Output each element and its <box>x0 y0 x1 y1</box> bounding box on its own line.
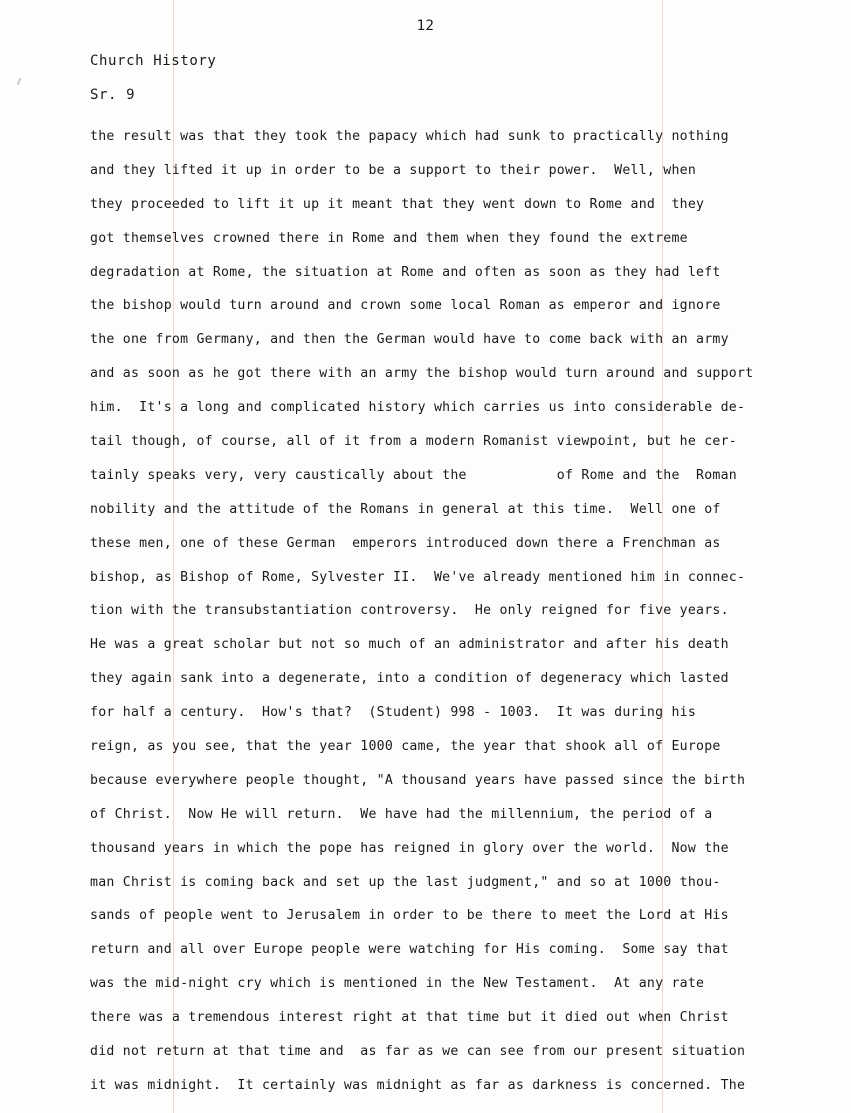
body-line: of Christ. Now He will return. We have had the millennium, the period of a <box>90 806 713 822</box>
body-line: him. It's a long and complicated history which carries us into considerable de- <box>90 400 746 416</box>
body-line: it was midnight. It certainly was midnight as far as darkness is concerned. The <box>90 1077 746 1093</box>
body-line: they proceeded to lift it up it meant that they went down to Rome and they <box>90 196 705 212</box>
body-line: because everywhere people thought, "A thousand years have passed since the birth <box>90 772 746 788</box>
body-line: the one from Germany, and then the German would have to come back with an army <box>90 332 729 348</box>
body-line: sands of people went to Jerusalem in order to be there to meet the Lord at His <box>90 908 729 924</box>
section-label: Sr. 9 <box>90 87 136 103</box>
body-line: was the mid-night cry which is mentioned in the New Testament. At any rate <box>90 976 705 992</box>
stray-pen-mark <box>17 78 21 85</box>
body-line: and as soon as he got there with an army the bishop would turn around and support <box>90 366 754 382</box>
body-line: for half a century. How's that? (Student) 998 - 1003. It was during his <box>90 705 697 721</box>
body-line: return and all over Europe people were watching for His coming. Some say that <box>90 942 729 958</box>
body-line: thousand years in which the pope has reigned in glory over the world. Now the <box>90 840 729 856</box>
body-line: got themselves crowned there in Rome and them when they found the extreme <box>90 230 688 246</box>
body-line: there was a tremendous interest right at that time but it died out when Christ <box>90 1010 729 1026</box>
body-line: and they lifted it up in order to be a support to their power. Well, when <box>90 162 697 178</box>
body-line: tion with the transubstantiation controversy. He only reigned for five years. <box>90 603 729 619</box>
body-line: nobility and the attitude of the Romans in general at this time. Well one of <box>90 501 721 517</box>
transcript-body <box>90 120 780 1103</box>
body-line: man Christ is coming back and set up the last judgment," and so at 1000 thou- <box>90 874 721 890</box>
body-line: tail though, of course, all of it from a modern Romanist viewpoint, but he cer- <box>90 434 737 450</box>
body-line: reign, as you see, that the year 1000 came, the year that shook all of Europe <box>90 739 721 755</box>
body-line: these men, one of these German emperors introduced down there a Frenchman as <box>90 535 721 551</box>
course-title: Church History <box>90 53 217 69</box>
page-number: 12 <box>416 18 435 34</box>
body-line: did not return at that time and as far as we can see from our present situation <box>90 1044 746 1060</box>
body-line: the result was that they took the papacy which had sunk to practically nothing <box>90 129 729 144</box>
body-line: the bishop would turn around and crown some local Roman as emperor and ignore <box>90 298 721 314</box>
body-line: degradation at Rome, the situation at Rome and often as soon as they had left <box>90 264 721 280</box>
body-line: He was a great scholar but not so much of an administrator and after his death <box>90 637 729 653</box>
body-line: they again sank into a degenerate, into a condition of degeneracy which lasted <box>90 671 729 687</box>
body-line: tainly speaks very, very caustically about the of Rome and the Roman <box>90 467 737 483</box>
body-line: bishop, as Bishop of Rome, Sylvester II. We've already mentioned him in connec- <box>90 569 746 585</box>
